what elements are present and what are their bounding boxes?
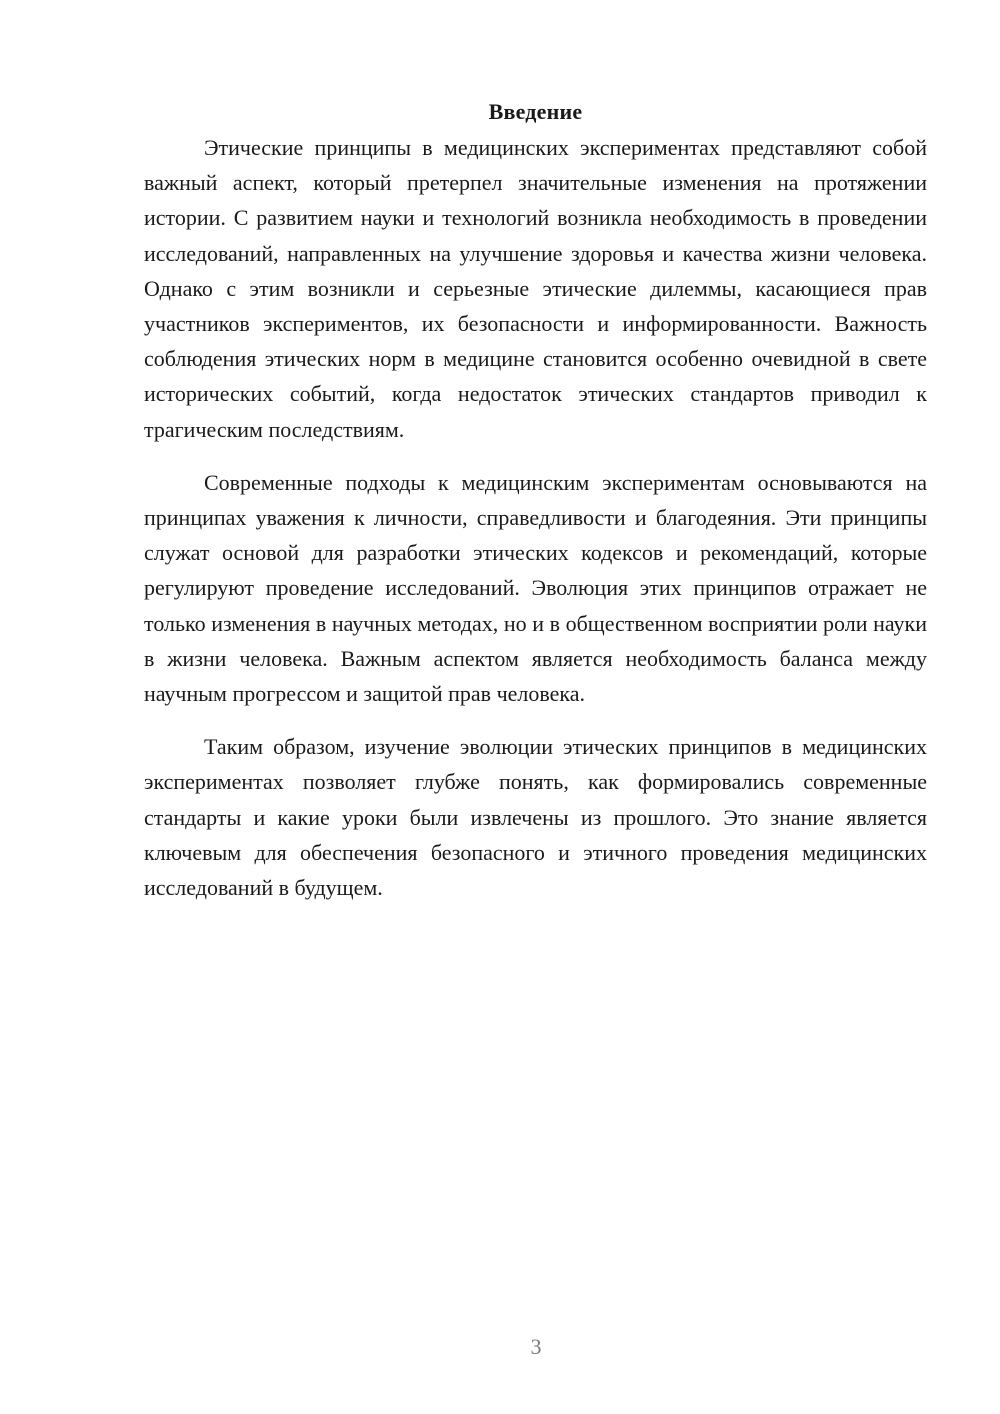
page-number: 3	[530, 1334, 542, 1359]
paragraph-1: Этические принципы в медицинских экспериментах представляют собой важный аспект, который претерпел значительные изменения на протяжении истории. С развитием науки и технологий возникла необходимость в проведении исследований, направленных на улучшение здоровья и качества жизни человека. Однако с этим возникли и серьезные этические дилеммы, касающиеся прав участников экспериментов, их безопасности и информированности. Важность соблюдения этических норм в медицине становится особенно очевидной в свете исторических событий, когда недостаток этических стандартов приводил к трагическим последствиям.	[144, 135, 927, 442]
paragraph-2: Современные подходы к медицинским экспериментам основываются на принципах уважения к личности, справедливости и благодеяния. Эти принципы служат основой для разработки этических кодексов и рекомендаций, которые регулируют проведение исследований. Эволюция этих принципов отражает не только изменения в научных методах, но и в общественном восприятии роли науки в жизни человека. Важным аспектом является необходимость баланса между научным прогрессом и защитой прав человека.	[144, 469, 927, 707]
page-content	[144, 94, 927, 905]
paragraph-3: Таким образом, изучение эволюции этических принципов в медицинских экспериментах позволяет глубже понять, как формировались современные стандарты и какие уроки были извлечены из прошлого. Это знание является ключевым для обеспечения безопасного и этичного проведения медицинских исследований в будущем.	[144, 734, 927, 901]
section-heading: Введение	[488, 99, 583, 124]
